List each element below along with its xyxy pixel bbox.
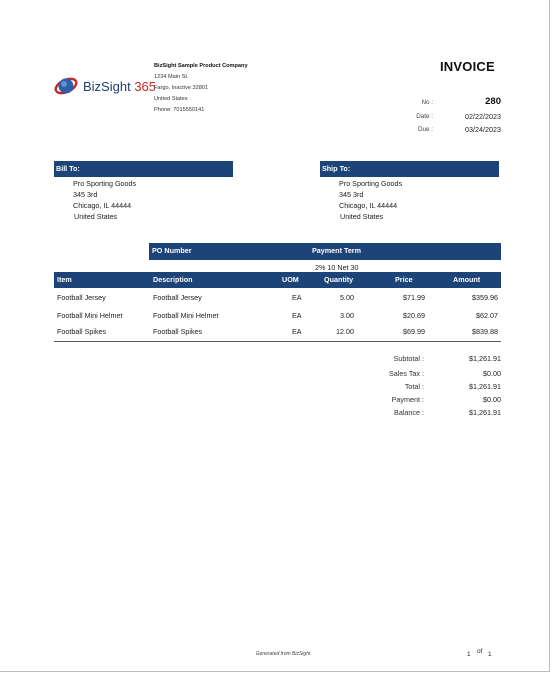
invoice-no: 280: [485, 96, 501, 107]
col-price: Price: [395, 275, 413, 284]
row-amount: $359.96: [472, 293, 498, 302]
company-address: 1234 Main St.: [154, 74, 189, 80]
company-info: [154, 61, 248, 116]
col-item: Item: [57, 275, 72, 284]
row-price: $69.99: [403, 327, 425, 336]
invoice-due-label: Due :: [417, 126, 433, 133]
total-value: $1,261.91: [469, 382, 501, 391]
ship-to-address: [339, 178, 402, 222]
row-item: Football Spikes: [57, 327, 107, 336]
invoice-title: INVOICE: [440, 59, 495, 74]
bill-to-country: United States: [74, 212, 118, 221]
invoice-due: 03/24/2023: [465, 125, 501, 134]
row-amount: $62.07: [476, 311, 498, 320]
row-amount: $839.88: [472, 327, 498, 336]
invoice-date: 02/22/2023: [465, 112, 501, 121]
ship-to-country: United States: [340, 212, 384, 221]
ship-to-city: Chicago, IL 44444: [339, 201, 398, 210]
row-description: Football Jersey: [153, 293, 202, 302]
page-of-label: of: [477, 648, 483, 655]
company-country: United States: [154, 96, 188, 102]
ship-to-name: Pro Sporting Goods: [339, 179, 403, 188]
bill-to-street: 345 3rd: [73, 190, 98, 199]
col-uom: UOM: [282, 275, 299, 284]
sales-tax-label: Sales Tax :: [388, 369, 424, 378]
invoice-no-label: No :: [421, 99, 433, 106]
payment-label: Payment :: [391, 395, 424, 404]
balance-value: $1,261.91: [469, 408, 501, 417]
col-description: Description: [153, 275, 193, 284]
logo-text: BizSight 365: [83, 79, 157, 94]
po-number-label: PO Number: [152, 246, 192, 255]
payment-term-label: Payment Term: [312, 246, 361, 255]
bill-to-name: Pro Sporting Goods: [73, 179, 137, 188]
row-price: $71.99: [403, 293, 425, 302]
generated-from-text: Generated from BizSight: [255, 651, 311, 657]
total-label: Total :: [404, 382, 424, 391]
company-name: BizSight Sample Product Company: [154, 63, 248, 69]
bill-to-city: Chicago, IL 44444: [73, 201, 132, 210]
subtotal-value: $1,261.91: [469, 354, 501, 363]
bill-to-header: Bill To:: [54, 161, 233, 177]
subtotal-label: Subtotal :: [393, 354, 424, 363]
page-total: 1: [488, 651, 492, 658]
col-amount: Amount: [453, 275, 481, 284]
row-price: $20.69: [403, 311, 425, 320]
row-item: Football Mini Helmet: [57, 311, 123, 320]
page-number: 1: [467, 651, 471, 658]
row-quantity: 12.00: [336, 327, 354, 336]
invoice-date-label: Date :: [416, 113, 433, 120]
sales-tax-value: $0.00: [483, 369, 501, 378]
row-uom: EA: [292, 311, 302, 320]
row-uom: EA: [292, 293, 302, 302]
row-description: Football Spikes: [153, 327, 203, 336]
company-phone: Phone: 7015550141: [154, 107, 205, 113]
col-quantity: Quantity: [324, 275, 354, 284]
company-city: Fargo, Inactive 32801: [154, 85, 209, 91]
items-table-header: [54, 272, 501, 288]
table-divider: [54, 341, 501, 342]
payment-term-value: 2% 10 Net 30: [315, 263, 359, 272]
row-description: Football Mini Helmet: [153, 311, 219, 320]
row-quantity: 5.00: [340, 293, 354, 302]
row-uom: EA: [292, 327, 302, 336]
row-item: Football Jersey: [57, 293, 106, 302]
ship-to-header: Ship To:: [320, 161, 499, 177]
ship-to-street: 345 3rd: [339, 190, 364, 199]
balance-label: Balance :: [394, 408, 424, 417]
row-quantity: 3.00: [340, 311, 354, 320]
terms-header: [149, 243, 501, 260]
bill-to-address: [73, 178, 136, 222]
payment-value: $0.00: [483, 395, 501, 404]
